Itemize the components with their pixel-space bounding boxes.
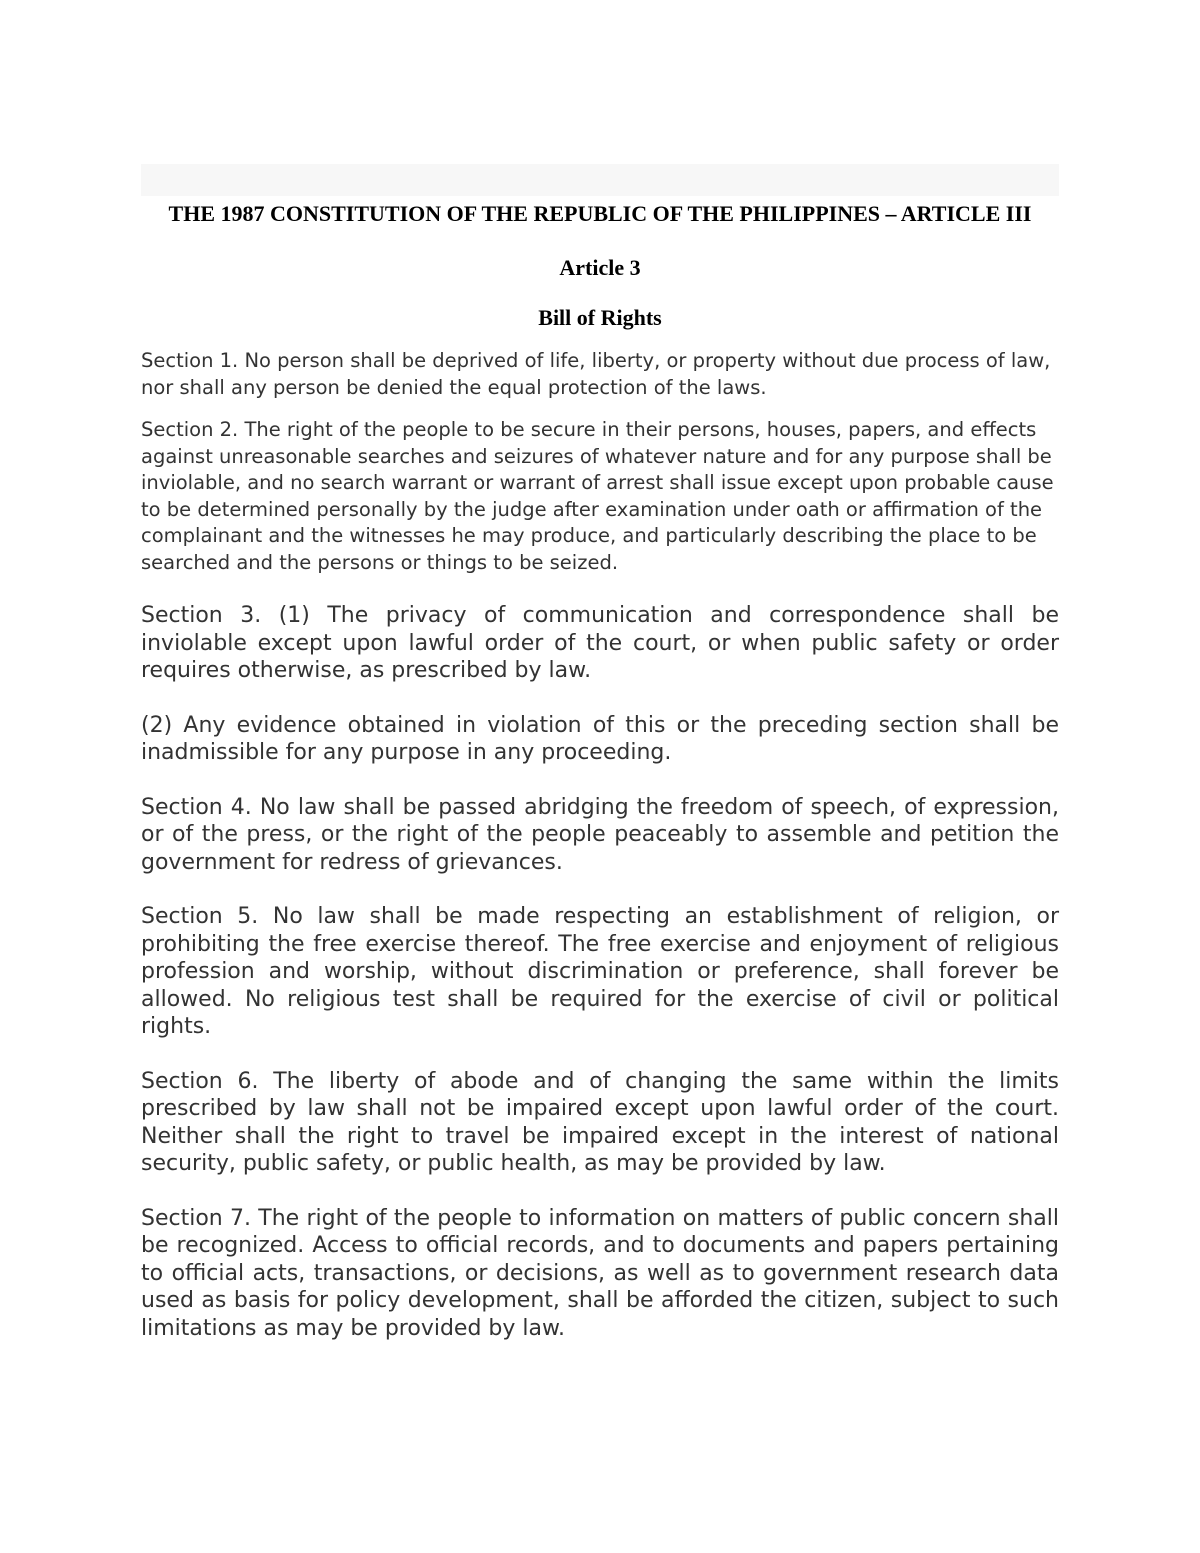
bill-of-rights-heading: Bill of Rights [538, 305, 662, 330]
section-2: Section 2. The right of the people to be secure in their persons, houses, papers, and effects against unreasonable searches and seizures of whatever nature and for any purpose shall be inviolable, and no search warrant or warrant of arrest shall issue except upon probable cause to be determined personally by the judge after examination under oath or affirmation of the complainant and the witnesses he may produce, and particularly describing the place to be searched and the persons or things to be seized. [141, 418, 1054, 574]
section-3-paragraph-1: Section 3. (1) The privacy of communication and correspondence shall be inviolable except upon lawful order of the court, or when public safety or order requires otherwise, as prescribed by law. [141, 603, 1059, 683]
document-body [141, 196, 1059, 1342]
section-4: Section 4. No law shall be passed abridging the freedom of speech, of expression, or of the press, or the right of the people peaceably to assemble and petition the government for redress of grievances. [141, 794, 1059, 875]
article-label: Article 3 [559, 255, 641, 280]
header-band [141, 164, 1059, 196]
section-1: Section 1. No person shall be deprived of life, liberty, or property without due process of law, nor shall any person be denied the equal protection of the laws. [141, 349, 1051, 399]
section-7: Section 7. The right of the people to information on matters of public concern shall be recognized. Access to official records, and to documents and papers pertaining to official acts, transactions, or decisions, as well as to government research data used as basis for policy development, shall be afforded the citizen, subject to such limitations as may be provided by law. [141, 1205, 1059, 1341]
section-6: Section 6. The liberty of abode and of changing the same within the limits prescribed by law shall not be impaired except upon lawful order of the court. Neither shall the right to travel be impaired except in the interest of national security, public safety, or public health, as may be provided by law. [141, 1068, 1059, 1176]
section-5: Section 5. No law shall be made respecting an establishment of religion, or prohibiting the free exercise thereof. The free exercise and enjoyment of religious profession and worship, without discrimination or preference, shall forever be allowed. No religious test shall be required for the exercise of civil or political rights. [141, 904, 1059, 1039]
section-3-paragraph-2: (2) Any evidence obtained in violation of this or the preceding section shall be inadmissible for any purpose in any proceeding. [141, 712, 1059, 765]
document-title: THE 1987 CONSTITUTION OF THE REPUBLIC OF THE PHILIPPINES – ARTICLE III [168, 201, 1032, 226]
